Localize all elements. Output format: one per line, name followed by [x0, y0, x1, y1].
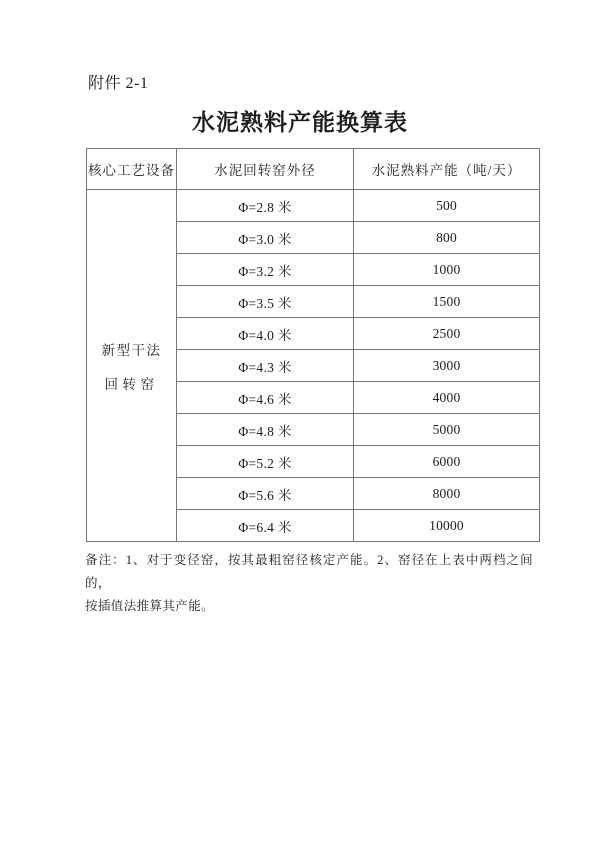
capacity-cell: 2500 [354, 318, 540, 350]
diameter-cell: Φ=4.8 米 [177, 414, 354, 446]
table-row [87, 190, 540, 222]
footnote [85, 549, 533, 618]
diameter-cell: Φ=3.0 米 [177, 222, 354, 254]
diameter-cell: Φ=4.3 米 [177, 350, 354, 382]
diameter-cell: Φ=3.2 米 [177, 254, 354, 286]
capacity-cell: 8000 [354, 478, 540, 510]
diameter-cell: Φ=5.6 米 [177, 478, 354, 510]
diameter-cell: Φ=4.6 米 [177, 382, 354, 414]
capacity-cell: 5000 [354, 414, 540, 446]
footnote-line-2: 按插值法推算其产能。 [85, 599, 215, 613]
diameter-cell: Φ=2.8 米 [177, 190, 354, 222]
diameter-cell: Φ=6.4 米 [177, 510, 354, 542]
capacity-cell: 4000 [354, 382, 540, 414]
table-header-row [87, 149, 540, 190]
capacity-cell: 6000 [354, 446, 540, 478]
equipment-line-2: 回转窑 [104, 376, 159, 392]
page-title: 水泥熟料产能换算表 [192, 110, 408, 135]
capacity-cell: 800 [354, 222, 540, 254]
attachment-label: 附件 2-1 [88, 75, 149, 92]
capacity-cell: 1500 [354, 286, 540, 318]
footnote-line-1: 备注：1、对于变径窑，按其最粗窑径核定产能。2、窑径在上表中两档之间的， [85, 553, 533, 590]
diameter-cell: Φ=4.0 米 [177, 318, 354, 350]
capacity-cell: 500 [354, 190, 540, 222]
header-capacity: 水泥熟料产能（吨/天） [354, 149, 540, 190]
header-equipment: 核心工艺设备 [87, 149, 177, 190]
equipment-cell [87, 190, 177, 542]
diameter-cell: Φ=5.2 米 [177, 446, 354, 478]
capacity-cell: 3000 [354, 350, 540, 382]
capacity-conversion-table [86, 148, 540, 542]
equipment-line-1: 新型干法 [101, 342, 162, 358]
diameter-cell: Φ=3.5 米 [177, 286, 354, 318]
capacity-cell: 1000 [354, 254, 540, 286]
header-diameter: 水泥回转窑外径 [177, 149, 354, 190]
capacity-cell: 10000 [354, 510, 540, 542]
